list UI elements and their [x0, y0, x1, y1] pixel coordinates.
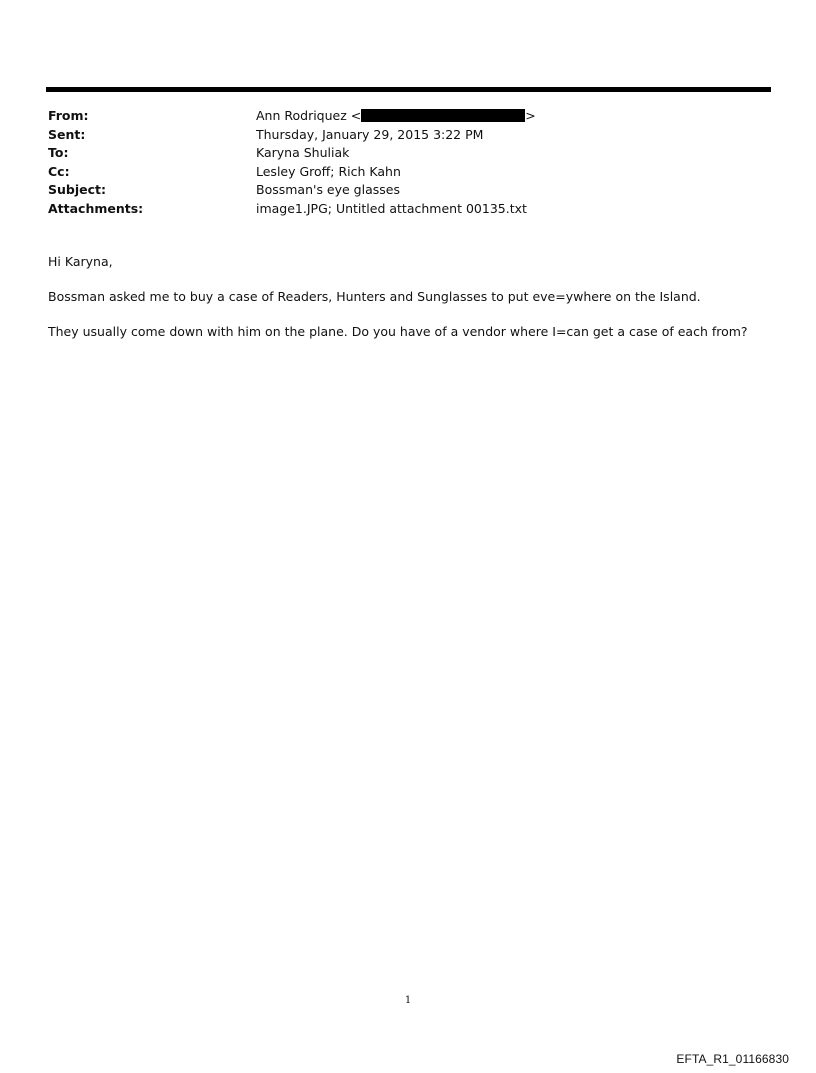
- attachments-label: Attachments:: [48, 200, 144, 216]
- cc-value: Lesley Groff; Rich Kahn: [256, 163, 401, 179]
- from-name: Ann Rodriquez <: [256, 108, 362, 123]
- subject-row: [48, 181, 768, 200]
- header-divider: [46, 87, 771, 92]
- bates-number: EFTA_R1_01166830: [676, 1052, 789, 1066]
- sent-value: Thursday, January 29, 2015 3:22 PM: [256, 126, 484, 142]
- from-label: From:: [48, 108, 89, 123]
- page-number: 1: [404, 995, 412, 1006]
- from-close-bracket: >: [525, 108, 536, 123]
- cc-row: [48, 163, 768, 182]
- from-value: [256, 107, 536, 126]
- cc-label: Cc:: [48, 163, 70, 179]
- email-body: [48, 253, 778, 358]
- attachments-value: image1.JPG; Untitled attachment 00135.txt: [256, 200, 527, 216]
- from-row: [48, 107, 768, 126]
- email-header: [48, 107, 768, 218]
- redaction-block: [361, 109, 525, 122]
- sent-label: Sent:: [48, 126, 86, 142]
- to-row: [48, 144, 768, 163]
- sent-row: [48, 126, 768, 145]
- body-paragraph-2: They usually come down with him on the plane. Do you have of a vendor where I=can get a case of each from?: [48, 324, 748, 339]
- subject-label: Subject:: [48, 182, 106, 197]
- subject-value: Bossman's eye glasses: [256, 182, 400, 197]
- body-paragraph-1: Bossman asked me to buy a case of Readers, Hunters and Sunglasses to put eve=ywhere on the Island.: [48, 289, 701, 304]
- to-label: To:: [48, 145, 69, 160]
- greeting: Hi Karyna,: [48, 254, 113, 269]
- attachments-row: [48, 200, 768, 219]
- to-value: Karyna Shuliak: [256, 145, 350, 160]
